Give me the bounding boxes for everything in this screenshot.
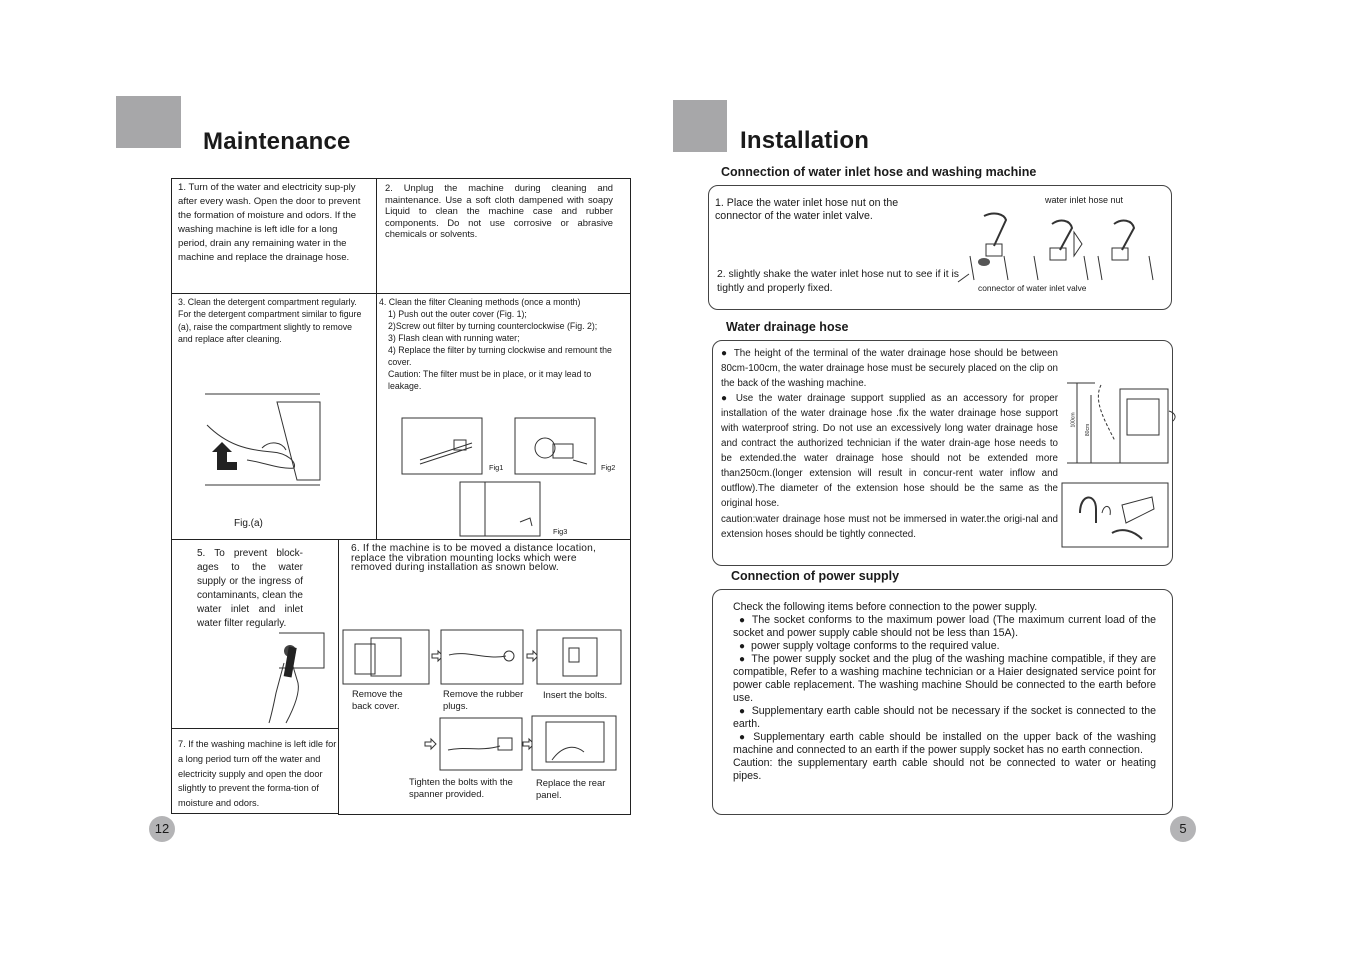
- remove-back-cover-illustration: [343, 630, 431, 686]
- bullet-icon: [739, 640, 751, 652]
- caption-remove-back-cover: Remove the back cover.: [352, 688, 403, 711]
- maintenance-step-3-text: 3. Clean the detergent compartment regularly. For the detergent compartment similar to figure (a), raise the compartment slightly to remove and replace after cleaning.: [178, 297, 362, 344]
- inlet-box: [708, 185, 1172, 310]
- dimension-100cm: 100cm: [1070, 412, 1077, 428]
- maintenance-cell-7: [171, 728, 339, 814]
- filter-step-3: 2)Screw out filter by turning counterclockwise (Fig. 2);: [388, 321, 598, 331]
- right-header-block: [673, 100, 727, 152]
- maintenance-step-7-text: 7. If the washing machine is left idle for a long period turn off the water and electricity supply and open the door slightly to prevent the forma-tion of moisture and odors.: [178, 739, 337, 809]
- label-water-inlet-hose-nut: water inlet hose nut: [1045, 195, 1124, 205]
- filter-step-5: 4) Replace the filter by turning clockwise and remount the cover.: [388, 345, 612, 368]
- power-heading: Connection of power supply: [731, 569, 900, 583]
- left-header-block: [116, 96, 181, 148]
- power-bullet-1-text: The socket conforms to the maximum power load (The maximum current load of the socket and power supply cable should not be less than 15A).: [733, 614, 1156, 639]
- maintenance-cell-6: [338, 539, 631, 815]
- fig2-label: Fig2: [601, 463, 616, 472]
- inlet-step-2: 2. slightly shake the water inlet hose nut to see if it is tightly and properly fixed.: [717, 269, 959, 294]
- figure-a-label: Fig.(a): [234, 518, 263, 529]
- power-bullet-3-text: The power supply socket and the plug of the washing machine compatible, if they are compatible, Refer to a washing machine technician or a Haier designated service point for power cable replacement. The washing machine Should be connected to the earth before use.: [733, 653, 1156, 704]
- dimension-80cm: 80cm: [1085, 423, 1092, 437]
- inlet-step-1: 1. Place the water inlet hose nut on the connector of the water inlet valve.: [715, 197, 899, 222]
- power-bullet-2-text: power supply voltage conforms to the required value.: [751, 640, 1000, 652]
- arrow-3-icon: [425, 739, 437, 749]
- power-bullet-2: [733, 640, 1156, 653]
- maintenance-step-2-text: 2. Unplug the machine during cleaning and maintenance. Use a soft cloth dampened with soapy Liquid to clean the machine case and rubber components. Do not use corrosive or abrasive chemicals or solvents.: [385, 182, 613, 239]
- power-bullet-1: [733, 614, 1156, 640]
- filter-fig1-illustration: [402, 418, 484, 476]
- fig3-label: Fig3: [553, 527, 568, 536]
- insert-bolts-illustration: [537, 630, 623, 686]
- drainage-para-2: [721, 391, 1058, 511]
- inlet-heading: Connection of water inlet hose and washing machine: [721, 165, 1037, 179]
- inlet-filter-cleaning-illustration: [264, 633, 334, 725]
- bullet-icon: [739, 653, 751, 665]
- maintenance-cell-3: [171, 293, 377, 540]
- bullet-icon: [739, 614, 752, 626]
- filter-fig3-illustration: [460, 482, 542, 538]
- fig1-label: Fig1: [489, 463, 504, 472]
- right-page-number: 5: [1170, 816, 1196, 842]
- left-page-number: 12: [149, 816, 175, 842]
- drainage-caution: caution:water drainage hose must not be immersed in water.the origi-nal and extension hoses should be tightly connected.: [721, 514, 1058, 540]
- remove-rubber-plugs-illustration: [441, 630, 525, 686]
- drainage-para-2-text: Use the water drainage support supplied as an accessory for proper installation of the water drainage hose .fix the water drainage hose support with waterproof string. Do not use an excessively long water drainage hose and contract the authorized technician if the water drain-age hose needs to be extended.the water drainage hose should not be extended more than250cm.(longer extension will result in concur-rent water inflow and outflow).The diameter of the extension hose should be the same as the original hose.: [721, 393, 1058, 509]
- drainage-heading: Water drainage hose: [726, 320, 849, 334]
- power-caution: Caution: the supplementary earth cable should not be connected to water or heating pipes.: [733, 757, 1156, 782]
- filter-fig2-illustration: [515, 418, 597, 476]
- bullet-icon: [739, 731, 753, 743]
- inlet-hose-illustration: [964, 206, 1164, 282]
- filter-step-4: 3) Flash clean with running water;: [388, 333, 520, 343]
- power-bullet-5-text: Supplementary earth cable should be installed on the upper back of the washing machine and connected to an earth if the power supply socket has no earth connection.: [733, 731, 1156, 756]
- filter-step-2: 1) Push out the outer cover (Fig. 1);: [388, 309, 527, 319]
- page-title-maintenance: Maintenance: [203, 128, 351, 155]
- power-bullet-4: [733, 705, 1156, 731]
- drainage-hose-clip-illustration: [1062, 483, 1170, 549]
- tighten-bolts-illustration: [440, 718, 524, 772]
- maintenance-step-1-text: 1. Turn of the water and electricity sup-ply after every wash. Open the door to prevent the formation of moisture and odors. If the washing machine is left idle for a long period, drain any remaining water in the machine and replace the drainage hose.: [178, 182, 361, 263]
- drainage-para-1-text: The height of the terminal of the water drainage hose should be between 80cm-100cm, the water drainage hose must be securely placed on the clip on the back of the washing machine.: [721, 348, 1058, 389]
- power-bullet-3: [733, 653, 1156, 705]
- detergent-drawer-illustration: [202, 390, 327, 490]
- maintenance-cell-4: [376, 293, 631, 540]
- bullet-icon: [721, 393, 736, 404]
- power-box: [712, 589, 1173, 815]
- filter-caution: Caution: The filter must be in place, or it may lead to leakage.: [388, 369, 592, 392]
- caption-insert-bolts: Insert the bolts.: [543, 689, 608, 700]
- power-bullet-4-text: Supplementary earth cable should not be necessary if the socket is connected to the earth.: [733, 705, 1156, 730]
- caption-tighten-bolts: Tighten the bolts with the spanner provided.: [409, 776, 513, 799]
- maintenance-cell-1: [171, 178, 377, 294]
- caption-remove-rubber-plugs: Remove the rubber plugs.: [443, 688, 524, 711]
- page-title-installation: Installation: [740, 127, 870, 154]
- power-text-block: [733, 601, 1156, 783]
- power-intro: Check the following items before connection to the power supply.: [733, 601, 1038, 613]
- drainage-para-1: [721, 346, 1058, 391]
- power-bullet-5: [733, 731, 1156, 757]
- drainage-box: [712, 340, 1173, 566]
- maintenance-cell-2: [376, 178, 631, 294]
- bullet-icon: [739, 705, 752, 717]
- label-connector-inlet-valve: connector of water inlet valve: [978, 283, 1087, 293]
- drainage-height-illustration: [1065, 381, 1175, 471]
- maintenance-cell-5: [171, 539, 339, 729]
- caption-replace-rear-panel: Replace the rear panel.: [536, 777, 606, 800]
- filter-step-1: 4. Clean the filter Cleaning methods (once a month): [379, 297, 581, 307]
- replace-rear-panel-illustration: [532, 716, 618, 772]
- maintenance-step-5-text: 5. To prevent block-ages to the water supply or the ingress of contaminants, clean the water inlet and inlet water filter regularly.: [197, 548, 303, 629]
- maintenance-step-6-text: 6. If the machine is to be moved a distance location, replace the vibration mounting locks which were removed during installation as snown below.: [351, 543, 597, 574]
- bullet-icon: [721, 348, 734, 359]
